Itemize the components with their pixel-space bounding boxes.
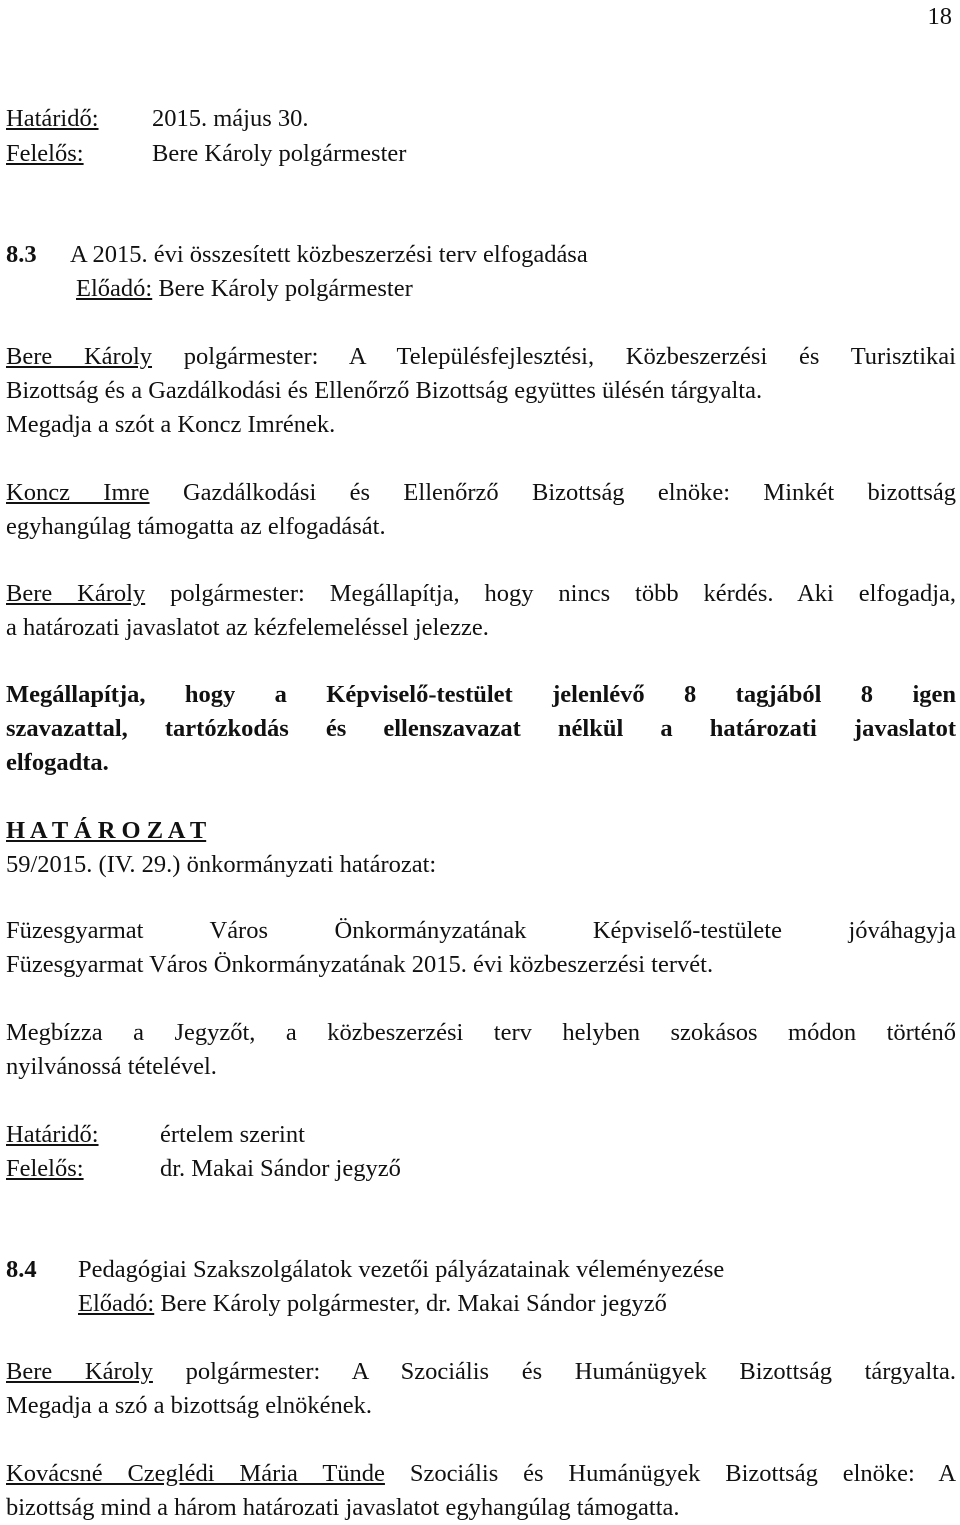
resolution-text-line: Füzesgyarmat Város Önkormányzatának 2015. évi közbeszerzési tervét. [6, 951, 714, 978]
paragraph-text: polgármester: Megállapítja, hogy nincs több kérdés. Aki elfogadja, [170, 580, 957, 607]
paragraph-text: polgármester: A Szociális és Humánügyek Bizottság tárgyalta. [185, 1358, 956, 1385]
vote-result-line: szavazattal, tartózkodás és ellenszavazat nélkül a határozati javaslatot [6, 715, 956, 742]
agenda-item-8-4-title [6, 1255, 956, 1285]
deadline-value: 2015. május 30. [152, 105, 309, 132]
agenda-item-number: 8.4 [6, 1256, 37, 1283]
vote-result-line: elfogadta. [6, 749, 109, 776]
paragraph-line: Megadja a szó a bizottság elnökének. [6, 1392, 373, 1419]
paragraph-line [6, 478, 956, 508]
responsible-label: Felelős: [6, 1155, 84, 1182]
speaker-name: Bere Károly [6, 343, 153, 370]
paragraph-line: Megadja a szót a Koncz Imrének. [6, 411, 336, 438]
resolution-text-line: nyilvánossá tételével. [6, 1053, 217, 1080]
page-number: 18 [927, 3, 952, 30]
speaker-name: Bere Károly [6, 580, 146, 607]
resolution-text-line: Füzesgyarmat Város Önkormányzatának Képviselő-testülete jóváhagyja [6, 917, 956, 944]
paragraph-line: Bizottság és a Gazdálkodási és Ellenőrző Bizottság együttes ülésén tárgyalta. [6, 377, 763, 404]
speaker-name: Bere Károly [6, 1358, 153, 1385]
deadline-label: Határidő: [6, 1121, 99, 1148]
responsible-line [6, 1154, 956, 1184]
presenter-value: Bere Károly polgármester [158, 275, 413, 302]
deadline-line [6, 104, 956, 134]
presenter-value: Bere Károly polgármester, dr. Makai Sándor jegyző [160, 1290, 667, 1317]
resolution-heading-text: H A T Á R O Z A T [6, 817, 207, 844]
paragraph-line [6, 579, 956, 609]
responsible-value: dr. Makai Sándor jegyző [160, 1155, 401, 1182]
resolution-heading [6, 816, 956, 846]
paragraph-line: bizottság mind a három határozati javaslatot egyhangúlag támogatta. [6, 1494, 680, 1521]
paragraph-line [6, 1357, 956, 1387]
speaker-name: Koncz Imre [6, 479, 150, 506]
resolution-number: 59/2015. (IV. 29.) önkormányzati határozat: [6, 851, 437, 878]
presenter-line [76, 274, 956, 304]
agenda-item-title-prefix: A 2015. [70, 241, 148, 268]
paragraph-text: Gazdálkodási és Ellenőrző Bizottság elnöke: Minkét bizottság [182, 479, 956, 506]
agenda-item-title-rest: évi összesített közbeszerzési terv elfogadása [153, 241, 588, 268]
responsible-line [6, 139, 956, 169]
paragraph-line [6, 1459, 956, 1489]
paragraph-line: a határozati javaslatot az kézfelemeléssel jelezze. [6, 614, 489, 641]
agenda-item-title [70, 240, 588, 270]
paragraph-text: polgármester: A Településfejlesztési, Közbeszerzési és Turisztikai [183, 343, 956, 370]
responsible-label: Felelős: [6, 140, 84, 167]
presenter-line [78, 1289, 956, 1319]
paragraph-line: egyhangúlag támogatta az elfogadását. [6, 513, 386, 540]
agenda-item-number: 8.3 [6, 241, 37, 268]
resolution-text-line: Megbízza a Jegyzőt, a közbeszerzési terv helyben szokásos módon történő [6, 1019, 956, 1046]
presenter-label: Előadó: [76, 275, 153, 302]
deadline-value: értelem szerint [160, 1121, 305, 1148]
agenda-item-title: Pedagógiai Szakszolgálatok vezetői pályázatainak véleményezése [78, 1256, 725, 1283]
deadline-line [6, 1120, 956, 1150]
responsible-value: Bere Károly polgármester [152, 140, 407, 167]
speaker-name: Kovácsné Czeglédi Mária Tünde [6, 1460, 385, 1487]
agenda-item-8-3-title [6, 240, 956, 270]
paragraph-text: Szociális és Humánügyek Bizottság elnöke: A [409, 1460, 957, 1487]
paragraph-line [6, 342, 956, 372]
presenter-label: Előadó: [78, 1290, 155, 1317]
vote-result-line: Megállapítja, hogy a Képviselő-testület jelenlévő 8 tagjából 8 igen [6, 681, 956, 708]
deadline-label: Határidő: [6, 105, 99, 132]
